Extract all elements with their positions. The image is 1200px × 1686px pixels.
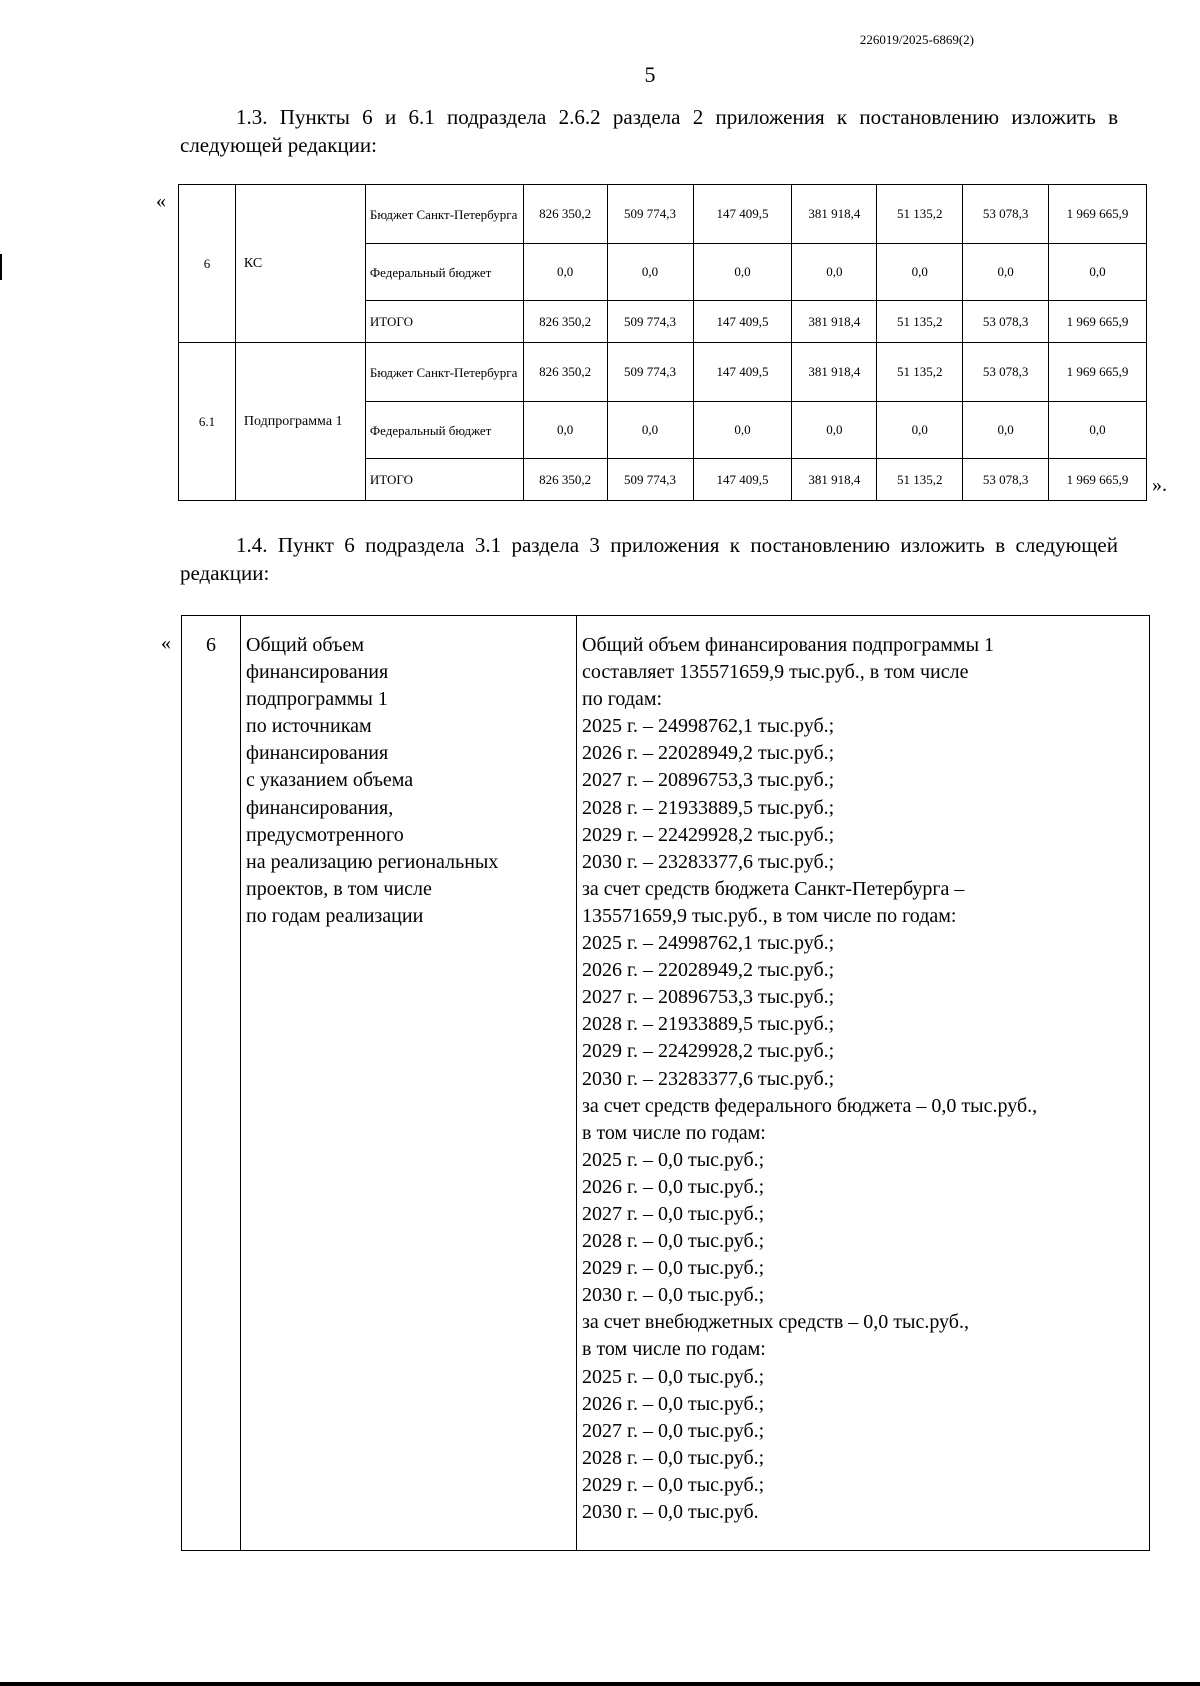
- scan-edge-bottom: [0, 1682, 1200, 1686]
- value-cell: 147 409,5: [693, 343, 792, 402]
- text-line: финансирования,: [246, 796, 394, 819]
- value-cell: 0,0: [693, 244, 792, 301]
- paragraph-1-3: 1.3. Пункты 6 и 6.1 подраздела 2.6.2 раздела 2 приложения к постановлению изложить в следующей редакции:: [180, 105, 1118, 157]
- value-cell: 1 969 665,9: [1049, 459, 1147, 501]
- text-line: Общий объем финансирования подпрограммы 1: [582, 634, 995, 656]
- value-cell: 0,0: [963, 402, 1049, 459]
- text-line: по годам:: [582, 688, 663, 711]
- text-line: финансирования: [246, 661, 389, 684]
- value-cell: 147 409,5: [693, 301, 792, 343]
- value-cell: 51 135,2: [877, 459, 963, 501]
- value-cell: 53 078,3: [963, 343, 1049, 402]
- source-label: Бюджет Санкт-Петербурга: [365, 343, 523, 402]
- table-row: [179, 343, 1147, 402]
- value-cell: 509 774,3: [607, 301, 693, 343]
- parameter-value: [577, 616, 1150, 1551]
- value-cell: 53 078,3: [963, 301, 1049, 343]
- row-number: 6: [182, 616, 241, 1551]
- financing-volume-table: [181, 615, 1150, 1551]
- text-line: 2027 г. – 0,0 тыс.руб.;: [582, 1419, 765, 1442]
- text-line: финансирования: [246, 742, 389, 765]
- value-cell: 1 969 665,9: [1049, 301, 1147, 343]
- text-line: в том числе по годам:: [582, 1338, 766, 1361]
- text-line: 2027 г. – 0,0 тыс.руб.;: [582, 1202, 765, 1225]
- text-line: 2026 г. – 0,0 тыс.руб.;: [582, 1175, 765, 1198]
- value-cell: 53 078,3: [963, 459, 1049, 501]
- value-cell: 0,0: [792, 244, 877, 301]
- value-cell: 0,0: [523, 402, 607, 459]
- text-line: составляет 135571659,9 тыс.руб., в том числе: [582, 661, 969, 684]
- text-line: 2028 г. – 0,0 тыс.руб.;: [582, 1230, 765, 1253]
- open-quote-1: «: [156, 190, 166, 212]
- text-line: 2027 г. – 20896753,3 тыс.руб.;: [582, 769, 835, 792]
- row-name: КС: [235, 185, 365, 343]
- value-cell: 0,0: [877, 402, 963, 459]
- value-cell: 826 350,2: [523, 459, 607, 501]
- text-line: 2030 г. – 0,0 тыс.руб.;: [582, 1284, 765, 1307]
- text-line: 2029 г. – 22429928,2 тыс.руб.;: [582, 823, 835, 846]
- text-line: 2028 г. – 21933889,5 тыс.руб.;: [582, 796, 835, 819]
- text-line: 2026 г. – 22028949,2 тыс.руб.;: [582, 959, 835, 982]
- value-cell: 0,0: [1049, 244, 1147, 301]
- text-line: за счет средств бюджета Санкт-Петербурга –: [582, 877, 965, 900]
- text-line: 2027 г. – 20896753,3 тыс.руб.;: [582, 986, 835, 1009]
- value-cell: 0,0: [607, 244, 693, 301]
- value-cell: 381 918,4: [792, 343, 877, 402]
- text-line: 2028 г. – 21933889,5 тыс.руб.;: [582, 1013, 835, 1036]
- text-line: с указанием объема: [246, 769, 414, 792]
- paragraph-1-4: 1.4. Пункт 6 подраздела 3.1 раздела 3 приложения к постановлению изложить в следующей редакции:: [180, 533, 1118, 585]
- value-cell: 826 350,2: [523, 185, 607, 244]
- table-row: [179, 185, 1147, 244]
- value-cell: 1 969 665,9: [1049, 343, 1147, 402]
- value-cell: 509 774,3: [607, 459, 693, 501]
- open-quote-2: «: [161, 632, 171, 654]
- text-line: 2030 г. – 23283377,6 тыс.руб.;: [582, 1067, 835, 1090]
- value-cell: 147 409,5: [693, 185, 792, 244]
- text-line: предусмотренного: [246, 823, 404, 846]
- value-cell: 1 969 665,9: [1049, 185, 1147, 244]
- value-cell: 147 409,5: [693, 459, 792, 501]
- source-label: ИТОГО: [365, 459, 523, 501]
- scan-edge-left: [0, 254, 2, 280]
- value-cell: 381 918,4: [792, 459, 877, 501]
- text-line: по годам реализации: [246, 904, 424, 927]
- value-cell: 0,0: [792, 402, 877, 459]
- value-cell: 51 135,2: [877, 343, 963, 402]
- row-number: 6.1: [179, 343, 236, 501]
- text-line: 2030 г. – 23283377,6 тыс.руб.;: [582, 850, 835, 873]
- text-line: за счет средств федерального бюджета – 0,0 тыс.руб.,: [582, 1094, 1038, 1117]
- page-number: 5: [644, 62, 656, 87]
- text-line: проектов, в том числе: [246, 877, 432, 900]
- text-line: 2028 г. – 0,0 тыс.руб.;: [582, 1446, 765, 1469]
- text-line: 2029 г. – 22429928,2 тыс.руб.;: [582, 1040, 835, 1063]
- text-line: подпрограммы 1: [246, 688, 388, 711]
- source-label: Федеральный бюджет: [365, 402, 523, 459]
- value-cell: 0,0: [1049, 402, 1147, 459]
- row-number: 6: [179, 185, 236, 343]
- value-cell: 51 135,2: [877, 301, 963, 343]
- document-id: 226019/2025-6869(2): [859, 32, 974, 47]
- table-row: [182, 616, 1150, 1551]
- value-cell: 0,0: [693, 402, 792, 459]
- text-line: 2030 г. – 0,0 тыс.руб.: [582, 1501, 759, 1523]
- text-line: по источникам: [246, 715, 372, 738]
- text-line: в том числе по годам:: [582, 1121, 766, 1144]
- text-line: 2025 г. – 24998762,1 тыс.руб.;: [582, 932, 835, 955]
- value-cell: 0,0: [523, 244, 607, 301]
- text-line: 2025 г. – 24998762,1 тыс.руб.;: [582, 715, 835, 738]
- value-cell: 51 135,2: [877, 185, 963, 244]
- parameter-name: [241, 616, 577, 1551]
- financing-table: [178, 184, 1147, 501]
- text-line: Общий объем: [246, 634, 364, 656]
- value-cell: 381 918,4: [792, 301, 877, 343]
- text-line: 2026 г. – 0,0 тыс.руб.;: [582, 1392, 765, 1415]
- value-cell: 826 350,2: [523, 301, 607, 343]
- value-cell: 381 918,4: [792, 185, 877, 244]
- text-line: 2029 г. – 0,0 тыс.руб.;: [582, 1257, 765, 1280]
- text-line: 135571659,9 тыс.руб., в том числе по годам:: [582, 904, 957, 927]
- value-cell: 0,0: [607, 402, 693, 459]
- value-cell: 826 350,2: [523, 343, 607, 402]
- text-line: 2025 г. – 0,0 тыс.руб.;: [582, 1148, 765, 1171]
- text-line: за счет внебюджетных средств – 0,0 тыс.руб.,: [582, 1311, 969, 1334]
- value-cell: 509 774,3: [607, 343, 693, 402]
- value-cell: 0,0: [963, 244, 1049, 301]
- text-line: на реализацию региональных: [246, 850, 499, 873]
- text-line: 2026 г. – 22028949,2 тыс.руб.;: [582, 742, 835, 765]
- source-label: ИТОГО: [365, 301, 523, 343]
- row-name: Подпрограмма 1: [235, 343, 365, 501]
- value-cell: 53 078,3: [963, 185, 1049, 244]
- text-line: 2029 г. – 0,0 тыс.руб.;: [582, 1473, 765, 1496]
- source-label: Бюджет Санкт-Петербурга: [365, 185, 523, 244]
- close-quote-1: ».: [1152, 474, 1167, 496]
- value-cell: 509 774,3: [607, 185, 693, 244]
- text-line: 2025 г. – 0,0 тыс.руб.;: [582, 1365, 765, 1388]
- source-label: Федеральный бюджет: [365, 244, 523, 301]
- value-cell: 0,0: [877, 244, 963, 301]
